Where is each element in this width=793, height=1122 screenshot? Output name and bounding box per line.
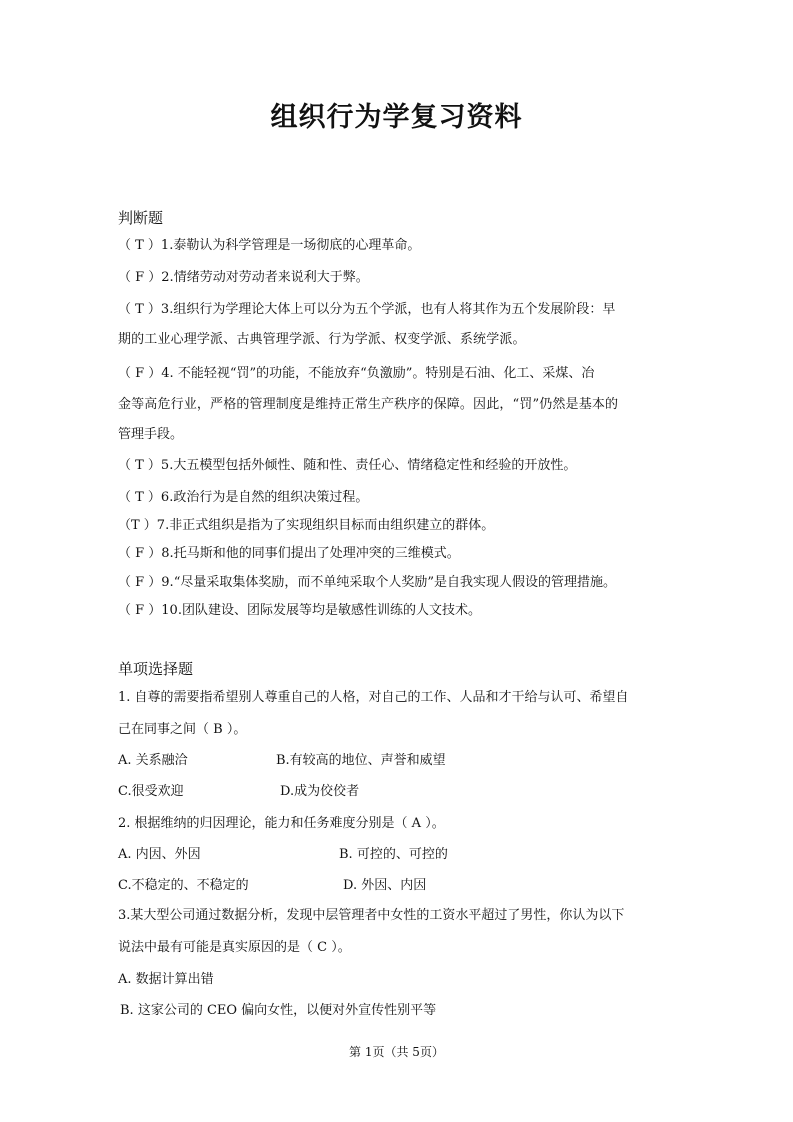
judgment-item-7: （T ）7.非正式组织是指为了实现组织目标而由组织建立的群体。 (118, 518, 495, 533)
choice-q1-option-a: A. 关系融洽 (118, 753, 188, 768)
choice-q2-line1: 2. 根据维纳的归因理论，能力和任务难度分别是（ A ）。 (118, 816, 445, 831)
choice-q2-option-d: D. 外因、内因 (343, 878, 427, 893)
judgment-item-4: （ F ）4. 不能轻视“罚”的功能，不能放弃“负激励”。特别是石油、化工、采煤、冶 (118, 366, 595, 381)
judgment-item-4-cont-1: 金等高危行业，严格的管理制度是维持正常生产秩序的保障。因此，“罚”仍然是基本的 (118, 397, 619, 412)
choice-q3-line2: 说法中最有可能是真实原因的是（ C ）。 (118, 940, 351, 955)
judgment-item-9: （ F ）9.“尽量采取集体奖励，而不单纯采取个人奖励”是自我实现人假设的管理措施。 (118, 575, 616, 590)
choice-q2-option-a: A. 内因、外因 (118, 847, 201, 862)
page-footer: 第 1页（共 5页） (349, 1045, 444, 1059)
judgment-item-4-cont-2: 管理手段。 (118, 427, 184, 442)
choice-q1-line2: 己在同事之间（ B ）。 (118, 722, 247, 737)
judgment-item-6: （ T ）6.政治行为是自然的组织决策过程。 (118, 490, 369, 505)
choice-q3-option-a: A. 数据计算出错 (118, 972, 214, 987)
choice-q1-option-d: D.成为佼佼者 (280, 784, 360, 799)
judgment-item-1: （ T ）1.泰勒认为科学管理是一场彻底的心理革命。 (118, 238, 421, 253)
judgment-item-2: （ F ）2.情绪劳动对劳动者来说利大于弊。 (118, 270, 369, 285)
judgment-item-5: （ T ）5.大五模型包括外倾性、随和性、责任心、情绪稳定性和经验的开放性。 (118, 458, 577, 473)
judgment-item-3: （ T ）3.组织行为学理论大体上可以分为五个学派，也有人将其作为五个发展阶段：早 (118, 302, 616, 317)
section-heading-choice: 单项选择题 (118, 660, 194, 678)
page-title: 组织行为学复习资料 (270, 102, 523, 133)
choice-q1-line1: 1. 自尊的需要指希望别人尊重自己的人格，对自己的工作、人品和才干给与认可、希望自 (118, 690, 629, 705)
choice-q1-option-c: C.很受欢迎 (118, 784, 184, 799)
judgment-item-8: （ F ）8.托马斯和他的同事们提出了处理冲突的三维模式。 (118, 546, 460, 561)
judgment-item-3-cont: 期的工业心理学派、古典管理学派、行为学派、权变学派、系统学派。 (118, 332, 526, 347)
choice-q1-option-b: B.有较高的地位、声誉和威望 (276, 753, 446, 768)
choice-q3-option-b: B. 这家公司的 CEO 偏向女性，以便对外宣传性别平等 (120, 1003, 437, 1018)
choice-q2-option-c: C.不稳定的、不稳定的 (118, 878, 249, 893)
choice-q2-option-b: B. 可控的、可控的 (339, 847, 448, 862)
choice-q3-line1: 3.某大型公司通过数据分析，发现中层管理者中女性的工资水平超过了男性，你认为以下 (118, 908, 625, 923)
section-heading-judgment: 判断题 (118, 209, 164, 227)
judgment-item-10: （ F ）10.团队建设、团际发展等均是敏感性训练的人文技术。 (118, 603, 481, 618)
